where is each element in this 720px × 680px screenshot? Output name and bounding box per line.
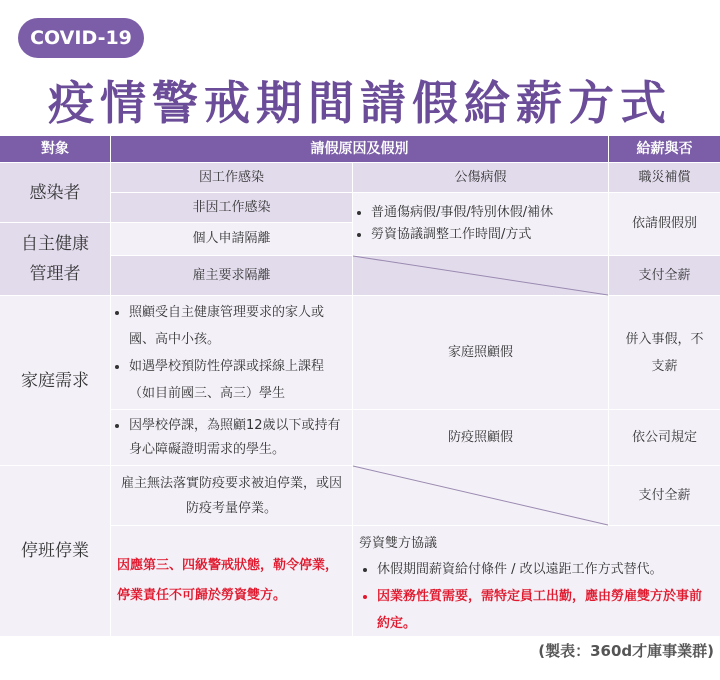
diagonal-cell-2: [353, 466, 608, 525]
row-self-quarantine: 個人申請隔離: [111, 223, 352, 255]
list-item: • 普通傷病假/事假/特別休假/補休: [371, 202, 553, 224]
school-suspend-list: [111, 414, 348, 462]
category-suspend: 停班停業: [0, 466, 110, 636]
alert-suspend-cell: [111, 526, 352, 636]
list-item: • 勞資協議調整工作時間/方式: [371, 224, 553, 246]
leave-options-list: [353, 202, 553, 246]
employer-fail-pay: 支付全薪: [609, 466, 720, 525]
list-item: • 因學校停課，為照顧12歲以下或持有身心障礙證明需求的學生。: [129, 414, 348, 462]
footer-credit: (製表：360d才庫事業群): [538, 642, 714, 660]
list-item: • 照顧受自主健康管理要求的家人或國、高中小孩。: [129, 299, 348, 353]
row-employer-quarantine-pay: 支付全薪: [609, 256, 720, 295]
negotiation-list: [359, 556, 714, 637]
alert-suspend-text: 因應第三、四級警戒狀態，勒令停業，停業責任不可歸於勞資雙方。: [117, 558, 339, 603]
covid-badge: COVID-19: [18, 18, 144, 58]
negotiation-cell: [353, 526, 720, 636]
header-target: 對象: [0, 136, 110, 162]
category-self-health: [0, 223, 110, 295]
row-work-infection: 因工作感染: [111, 163, 352, 192]
category-family: 家庭需求: [0, 296, 110, 465]
list-item: • 因業務性質需要，需特定員工出勤，應由勞雇雙方於事前約定。: [377, 583, 714, 637]
epidemic-care-leave: 防疫照顧假: [353, 410, 608, 465]
epidemic-care-pay: 依公司規定: [609, 410, 720, 465]
row-work-infection-pay: 職災補償: [609, 163, 720, 192]
family-care-leave: 家庭照顧假: [353, 296, 608, 409]
category-self-health-line2: 管理者: [29, 264, 81, 284]
family-reasons-list: [111, 299, 348, 407]
list-item: • 休假期間薪資給付條件 / 改以遠距工作方式替代。: [377, 556, 714, 583]
diagonal-cell-1: [353, 256, 608, 295]
page-title: 疫情警戒期間請假給薪方式: [48, 76, 672, 130]
school-suspend-cell: [111, 410, 352, 465]
leave-options-cell: [353, 193, 608, 255]
list-item: • 如遇學校預防性停課或採線上課程（如目前國三、高三）學生: [129, 353, 348, 407]
row-work-infection-leave: 公傷病假: [353, 163, 608, 192]
category-infected: 感染者: [0, 163, 110, 222]
header-pay: 給薪與否: [609, 136, 720, 162]
row-employer-quarantine: 雇主要求隔離: [111, 256, 352, 295]
family-care-pay: 併入事假，不支薪: [609, 296, 720, 409]
negotiation-title: 勞資雙方協議: [359, 536, 438, 551]
header-reason: 請假原因及假別: [111, 136, 608, 162]
employer-fail-cell: 雇主無法落實防疫要求被迫停業，或因防疫考量停業。: [111, 466, 352, 525]
leave-options-pay: 依請假假別: [609, 193, 720, 255]
leave-pay-table: [0, 136, 720, 636]
category-self-health-line1: 自主健康: [21, 234, 89, 254]
family-reasons-cell: [111, 296, 352, 409]
row-non-work-infection: 非因工作感染: [111, 193, 352, 222]
